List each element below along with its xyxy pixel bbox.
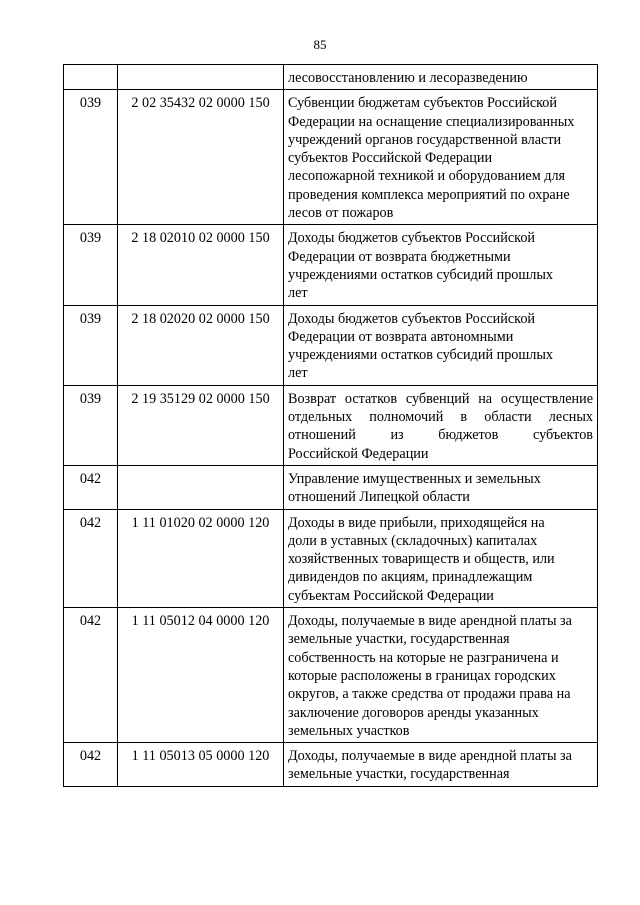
revenue-code-cell: 2 18 02020 02 0000 150: [118, 305, 284, 385]
revenue-code-cell: 1 11 05013 05 0000 120: [118, 743, 284, 787]
admin-code-cell: 042: [64, 465, 118, 509]
table-row: [64, 225, 598, 305]
revenue-name-line: доли в уставных (складочных) капиталах: [288, 532, 538, 549]
revenue-name-line: земельных участков: [288, 722, 410, 739]
revenue-name-line: Возврат остатков субвенций на осуществление: [288, 390, 593, 407]
revenue-name-line: учреждений органов государственной власти: [288, 131, 562, 148]
table-row: [64, 305, 598, 385]
revenue-name-line: Субвенции бюджетам субъектов Российской: [288, 95, 557, 112]
admin-code-cell: 042: [64, 608, 118, 743]
revenue-name-line: Доходы в виде прибыли, приходящейся на: [288, 514, 545, 531]
revenue-name-line: лет: [288, 365, 308, 382]
revenue-name-line: Доходы бюджетов субъектов Российской: [288, 230, 536, 247]
revenue-name-line: Доходы, получаемые в виде арендной платы за: [288, 613, 572, 630]
revenue-name-line: собственность на которые не разграничена и: [288, 649, 559, 666]
revenue-name-line: земельные участки, государственная: [288, 631, 510, 648]
revenue-name-line: Управление имущественных и земельных: [288, 470, 541, 487]
table-row: [64, 743, 598, 787]
admin-code-cell: [64, 65, 118, 90]
revenue-name-cell: [284, 305, 598, 385]
revenue-name-line: отношений из бюджетов субъектов: [288, 427, 593, 444]
revenue-code-cell: [118, 65, 284, 90]
revenue-name-line: учреждениями остатков субсидий прошлых: [288, 347, 554, 364]
revenue-name-line: дивидендов по акциям, принадлежащим: [288, 569, 533, 586]
revenue-code-cell: 2 02 35432 02 0000 150: [118, 90, 284, 225]
revenue-code-cell: 1 11 01020 02 0000 120: [118, 509, 284, 607]
revenue-name-line: отдельных полномочий в области лесных: [288, 409, 593, 426]
revenue-name-line: отношений Липецкой области: [288, 489, 470, 506]
revenue-name-line: заключение договоров аренды указанных: [288, 704, 539, 721]
revenue-name-line: Федерации от возврата бюджетными: [288, 248, 511, 265]
revenue-code-cell: [118, 465, 284, 509]
revenue-name-line: лесопожарной техникой и оборудованием для: [288, 168, 566, 185]
revenue-name-cell: [284, 225, 598, 305]
revenue-name-line: лесовосстановлению и лесоразведению: [288, 70, 528, 86]
table-row: [64, 65, 598, 90]
revenue-name-line: Федерации от возврата автономными: [288, 328, 514, 345]
admin-code-cell: 039: [64, 225, 118, 305]
revenue-name-line: субъектов Российской Федерации: [288, 150, 493, 167]
table-row: [64, 608, 598, 743]
revenue-name-cell: [284, 385, 598, 465]
revenue-name-line: хозяйственных товариществ и обществ, или: [288, 551, 555, 568]
revenue-name-line: проведения комплекса мероприятий по охране: [288, 186, 570, 203]
revenue-code-cell: 2 18 02010 02 0000 150: [118, 225, 284, 305]
revenue-code-cell: 2 19 35129 02 0000 150: [118, 385, 284, 465]
table-row: [64, 465, 598, 509]
revenue-name-line: субъектам Российской Федерации: [288, 587, 494, 604]
admin-code-cell: 042: [64, 743, 118, 787]
revenue-name-cell: [284, 65, 598, 90]
revenue-name-line: лет: [288, 285, 308, 302]
revenue-name-cell: [284, 509, 598, 607]
table-body: [64, 65, 598, 787]
admin-code-cell: 039: [64, 385, 118, 465]
revenue-name-line: Доходы бюджетов субъектов Российской: [288, 310, 536, 327]
revenue-codes-table: [63, 64, 598, 787]
revenue-name-line: лесов от пожаров: [288, 205, 394, 222]
revenue-name-line: округов, а также средства от продажи права на: [288, 686, 571, 703]
table-row: [64, 509, 598, 607]
revenue-name-line: учреждениями остатков субсидий прошлых: [288, 266, 554, 283]
revenue-name-line: которые расположены в границах городских: [288, 667, 556, 684]
revenue-name-line: Доходы, получаемые в виде арендной платы за: [288, 748, 572, 765]
table-row: [64, 90, 598, 225]
table-row: [64, 385, 598, 465]
revenue-name-cell: [284, 465, 598, 509]
page-number: 85: [313, 37, 327, 52]
revenue-name-cell: [284, 608, 598, 743]
admin-code-cell: 039: [64, 305, 118, 385]
revenue-name-line: Федерации на оснащение специализированных: [288, 113, 575, 130]
revenue-name-line: земельные участки, государственная: [288, 766, 510, 783]
admin-code-cell: 042: [64, 509, 118, 607]
revenue-name-cell: [284, 90, 598, 225]
revenue-code-cell: 1 11 05012 04 0000 120: [118, 608, 284, 743]
revenue-name-cell: [284, 743, 598, 787]
admin-code-cell: 039: [64, 90, 118, 225]
revenue-name-line: Российской Федерации: [288, 445, 429, 462]
